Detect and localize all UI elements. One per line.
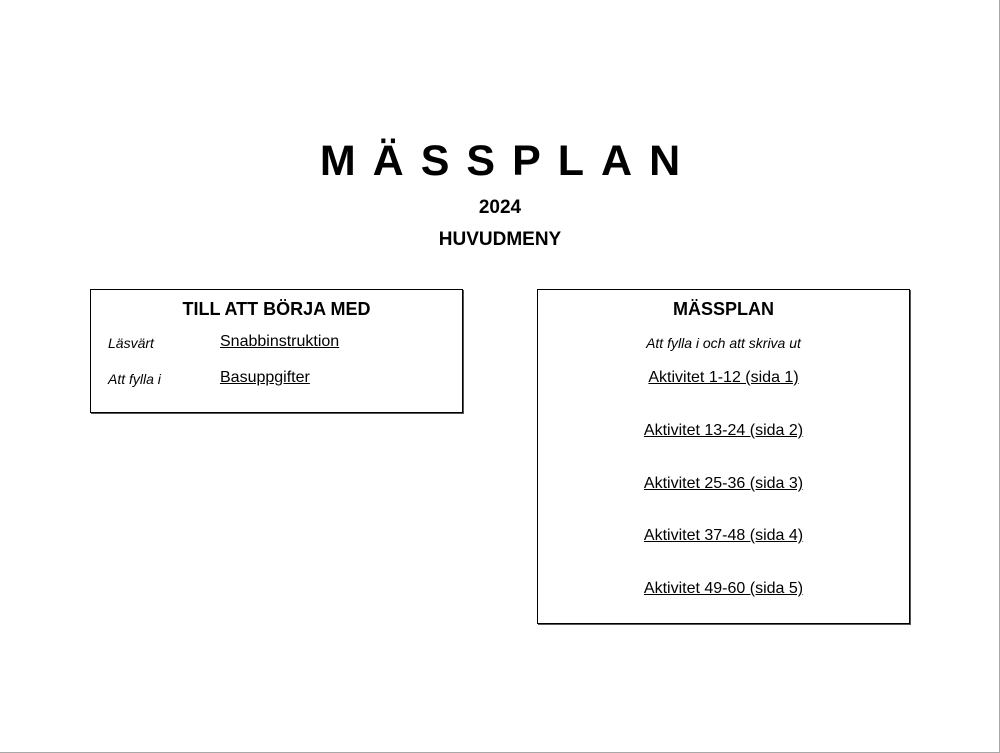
fair-plan-subtitle: Att fylla i och att skriva ut [646,335,801,351]
activity-page-5-link[interactable]: Aktivitet 49-60 (sida 5) [643,580,804,597]
activity-page-2-link[interactable]: Aktivitet 13-24 (sida 2) [643,422,804,439]
activity-page-3-link[interactable]: Aktivitet 25-36 (sida 3) [643,475,804,492]
basic-info-link[interactable]: Basuppgifter [220,369,310,386]
getting-started-title: TILL ATT BÖRJA MED [182,299,371,319]
page-title: MÄSSPLAN [319,137,698,185]
getting-started-box [90,289,463,413]
quick-guide-link[interactable]: Snabbinstruktion [220,333,340,350]
activity-page-1-link[interactable]: Aktivitet 1-12 (sida 1) [648,369,799,386]
row-label-fill-in: Att fylla i [108,371,161,387]
activity-page-4-link[interactable]: Aktivitet 37-48 (sida 4) [643,527,804,544]
row-label-reading: Läsvärt [108,335,154,351]
year-label: 2024 [478,197,522,218]
fair-plan-title: MÄSSPLAN [672,299,774,319]
fair-plan-box [537,289,910,624]
main-menu-heading: HUVUDMENY [438,229,562,250]
